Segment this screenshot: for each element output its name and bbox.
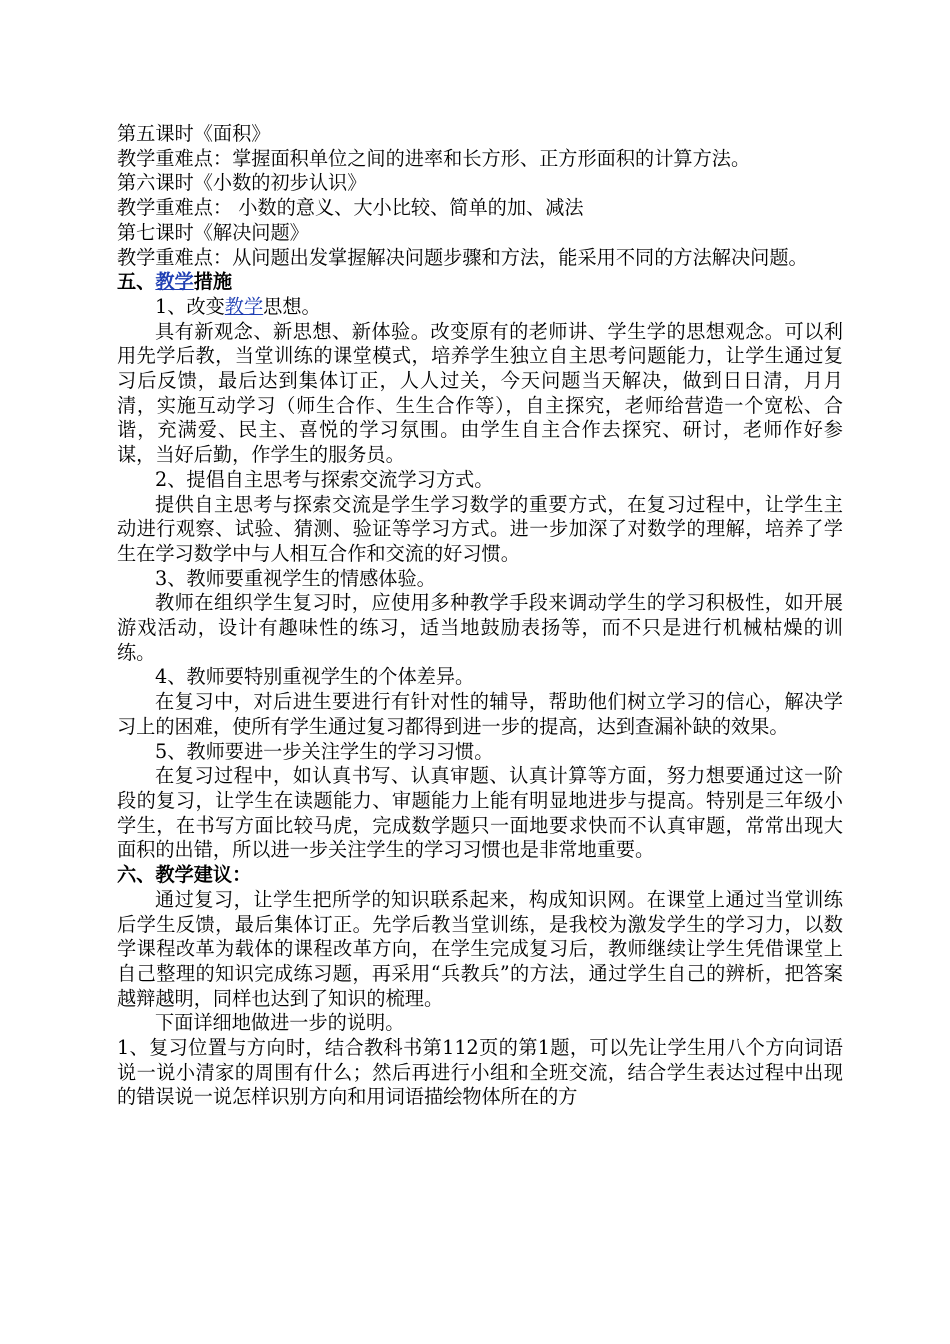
lesson-6-title: 第六课时《小数的初步认识》 bbox=[117, 171, 367, 195]
section-5-suffix: 措施 bbox=[193, 270, 233, 294]
item-1-teaching-link[interactable]: 教学 bbox=[224, 294, 264, 318]
section-5-heading bbox=[117, 270, 843, 295]
item-2-title: 2、提倡自主思考与探索交流学习方式。 bbox=[155, 467, 494, 491]
lesson-6-focus: 教学重难点： 小数的意义、大小比较、简单的加、减法 bbox=[117, 196, 584, 220]
lesson-5-focus: 教学重难点：掌握面积单位之间的进率和长方形、正方形面积的计算方法。 bbox=[117, 146, 751, 170]
document-page bbox=[117, 122, 843, 1110]
item-4-body: 在复习中，对后进生要进行有针对性的辅导，帮助他们树立学习的信心，解决学习上的困难，使所有学生通过复习都得到进一步的提高，达到查漏补缺的效果。 bbox=[117, 690, 843, 738]
item-1-suffix: 思想。 bbox=[263, 294, 321, 318]
lesson-7-title: 第七课时《解决问题》 bbox=[117, 220, 309, 244]
item-5-title: 5、教师要进一步关注学生的学习习惯。 bbox=[155, 739, 494, 763]
section-5-teaching-link[interactable]: 教学 bbox=[155, 270, 194, 294]
item-4-title: 4、教师要特别重视学生的个体差异。 bbox=[155, 665, 475, 689]
section-6-body: 通过复习，让学生把所学的知识联系起来，构成知识网。在课堂上通过当堂训练后学生反馈，最后集体订正。先学后教当堂训练，是我校为激发学生的学习力，以数学课程改革为载体的课程改革方向，在学生完成复习后，教师继续让学生凭借课堂上自己整理的知识完成练习题，再采用“兵教兵”的方法，通过学生自己的辨析，把答案越辩越明，同样也达到了知识的梳理。 bbox=[117, 887, 843, 1010]
item-3-title: 3、教师要重视学生的情感体验。 bbox=[155, 566, 436, 590]
lesson-5-title: 第五课时《面积》 bbox=[117, 122, 271, 145]
item-1-body: 具有新观念、新思想、新体验。改变原有的老师讲、学生学的思想观念。可以利用先学后教，当堂训练的课堂模式，培养学生独立自主思考问题能力，让学生通过复习后反馈，最后达到集体订正，人人过关，今天问题当天解决，做到日日清，月月清，实施互动学习（师生合作、生生合作等），自主探究，老师给营造一个宽松、合谐，充满爱、民主、喜悦的学习氛围。由学生自主合作去探究、研讨，老师作好参谋，当好后勤，作学生的服务员。 bbox=[117, 319, 843, 467]
item-3-body: 教师在组织学生复习时，应使用多种教学手段来调动学生的学习积极性，如开展游戏活动，设计有趣味性的练习，适当地鼓励表扬等，而不只是进行机械枯燥的训练。 bbox=[117, 591, 843, 664]
section-6-heading: 六、教学建议： bbox=[117, 863, 252, 887]
item-2-body: 提供自主思考与探索交流是学生学习数学的重要方式，在复习过程中，让学生主动进行观察、试验、猜测、验证等学习方式。进一步加深了对数学的理解，培养了学生在学习数学中与人相互合作和交流的好习惯。 bbox=[117, 492, 843, 565]
item-1-prefix: 1、改变 bbox=[155, 294, 225, 318]
section-6-intro: 下面详细地做进一步的说明。 bbox=[155, 1011, 405, 1035]
section-6-point-1: 1、复习位置与方向时，结合教科书第112页的第1题，可以先让学生用八个方向词语说一说小清家的周围有什么；然后再进行小组和全班交流，结合学生表达过程中出现的错误说一说怎样识别方向和用词语描绘物体所在的方 bbox=[117, 1036, 843, 1109]
item-5-body: 在复习过程中，如认真书写、认真审题、认真计算等方面，努力想要通过这一阶段的复习，让学生在读题能力、审题能力上能有明显地进步与提高。特别是三年级小学生，在书写方面比较马虎，完成数学题只一面地要求快而不认真审题，常常出现大面积的出错，所以进一步关注学生的学习习惯也是非常地重要。 bbox=[117, 764, 843, 862]
section-5-prefix: 五、 bbox=[117, 270, 156, 294]
item-1-title bbox=[117, 295, 843, 320]
lesson-7-focus: 教学重难点：从问题出发掌握解决问题步骤和方法，能采用不同的方法解决问题。 bbox=[117, 245, 808, 269]
